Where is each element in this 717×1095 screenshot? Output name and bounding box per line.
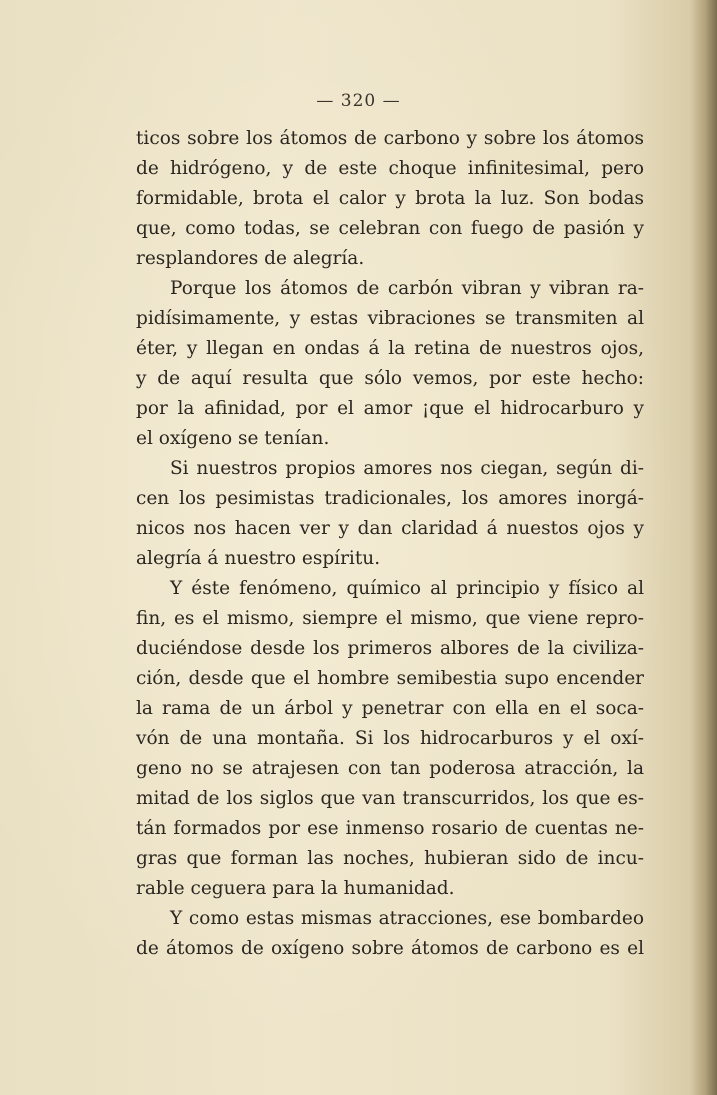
text-line: formidable, brota el calor y brota la luz. Son bodas: [136, 188, 644, 209]
page-edge-shadow: [691, 0, 717, 1095]
text-line: Y éste fenómeno, químico al principio y físico al: [170, 578, 644, 599]
text-line: ticos sobre los átomos de carbono y sobre los átomos: [136, 128, 644, 149]
text-line: la rama de un árbol y penetrar con ella en el soca-: [136, 698, 644, 719]
text-line: pidísimamente, y estas vibraciones se transmiten al: [136, 308, 644, 329]
paragraph-2: [136, 274, 644, 454]
body-text: [136, 124, 644, 964]
paragraph-1: [136, 124, 644, 274]
text-line: fin, es el mismo, siempre el mismo, que viene repro-: [136, 608, 644, 629]
text-line: el oxígeno se tenían.: [136, 428, 330, 449]
text-line: por la afinidad, por el amor ¡que el hidrocarburo y: [136, 398, 644, 419]
text-line: que, como todas, se celebran con fuego de pasión y: [136, 218, 644, 239]
text-line: éter, y llegan en ondas á la retina de nuestros ojos,: [136, 338, 644, 359]
text-line: geno no se atrajesen con tan poderosa atracción, la: [136, 758, 644, 779]
page-number: — 320 —: [316, 91, 401, 111]
text-line: mitad de los siglos que van transcurridos, los que es-: [136, 788, 644, 809]
text-line: ción, desde que el hombre semibestia supo encender: [136, 668, 644, 689]
text-line: alegría á nuestro espíritu.: [136, 548, 381, 569]
paragraph-3: [136, 454, 644, 574]
text-line: de átomos de oxígeno sobre átomos de carbono es el: [136, 938, 644, 959]
text-line: Si nuestros propios amores nos ciegan, según di-: [170, 458, 644, 479]
text-line: cen los pesimistas tradicionales, los amores inorgá-: [136, 488, 644, 509]
text-line: gras que forman las noches, hubieran sido de incu-: [136, 848, 644, 869]
text-line: Y como estas mismas atracciones, ese bombardeo: [170, 908, 644, 929]
text-line: y de aquí resulta que sólo vemos, por este hecho:: [136, 368, 644, 389]
text-line: vón de una montaña. Si los hidrocarburos y el oxí-: [136, 728, 644, 749]
text-line: nicos nos hacen ver y dan claridad á nuestos ojos y: [136, 518, 644, 539]
paragraph-4: [136, 574, 644, 904]
text-line: rable ceguera para la humanidad.: [136, 878, 455, 899]
text-line: resplandores de alegría.: [136, 248, 365, 269]
text-line: duciéndose desde los primeros albores de la civiliza-: [136, 638, 644, 659]
text-line: Porque los átomos de carbón vibran y vibran ra-: [170, 278, 644, 299]
paragraph-5: [136, 904, 644, 964]
text-line: de hidrógeno, y de este choque infinitesimal, pero: [136, 158, 644, 179]
text-line: tán formados por ese inmenso rosario de cuentas ne-: [136, 818, 644, 839]
